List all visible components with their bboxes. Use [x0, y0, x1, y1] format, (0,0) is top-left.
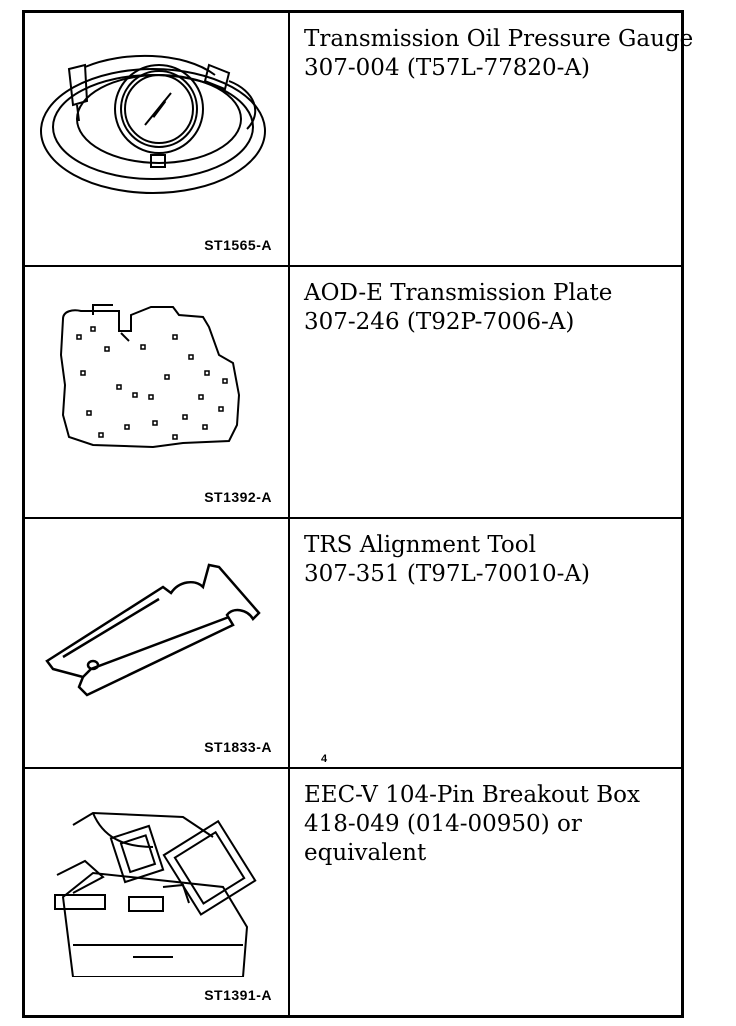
tool-numbers: 307-246 (T92P-7006-A)	[304, 309, 575, 335]
special-tools-table	[22, 10, 694, 1018]
table-row	[25, 267, 681, 519]
tool-description	[292, 267, 681, 517]
page-marker: 4	[321, 753, 328, 765]
tool-illustration-cell	[25, 769, 290, 1015]
illustration-code: ST1565-A	[204, 237, 272, 253]
table-row	[25, 769, 681, 1015]
tool-numbers: 418-049 (014-00950) or	[304, 811, 582, 837]
pressure-gauge-icon	[33, 21, 283, 221]
illustration-code: ST1391-A	[204, 987, 272, 1003]
tool-description	[292, 13, 694, 265]
tool-illustration-cell	[25, 13, 290, 265]
tool-name: TRS Alignment Tool	[304, 532, 536, 558]
transmission-plate-icon	[33, 275, 283, 475]
tool-numbers: 307-004 (T57L-77820-A)	[304, 55, 591, 81]
breakout-box-icon	[33, 777, 283, 977]
tool-name: EEC-V 104-Pin Breakout Box	[304, 782, 640, 808]
table-row	[25, 13, 694, 267]
tool-numbers-continued: equivalent	[304, 840, 427, 866]
tool-description	[292, 519, 681, 767]
tool-illustration-cell	[25, 519, 290, 767]
illustration-code: ST1833-A	[204, 739, 272, 755]
tool-name: AOD-E Transmission Plate	[304, 280, 613, 306]
tool-numbers: 307-351 (T97L-70010-A)	[304, 561, 591, 587]
tool-name: Transmission Oil Pressure Gauge	[304, 26, 694, 52]
tool-description	[292, 769, 681, 1015]
illustration-code: ST1392-A	[204, 489, 272, 505]
table-row	[25, 519, 681, 769]
alignment-tool-icon	[33, 527, 283, 727]
tool-illustration-cell	[25, 267, 290, 517]
